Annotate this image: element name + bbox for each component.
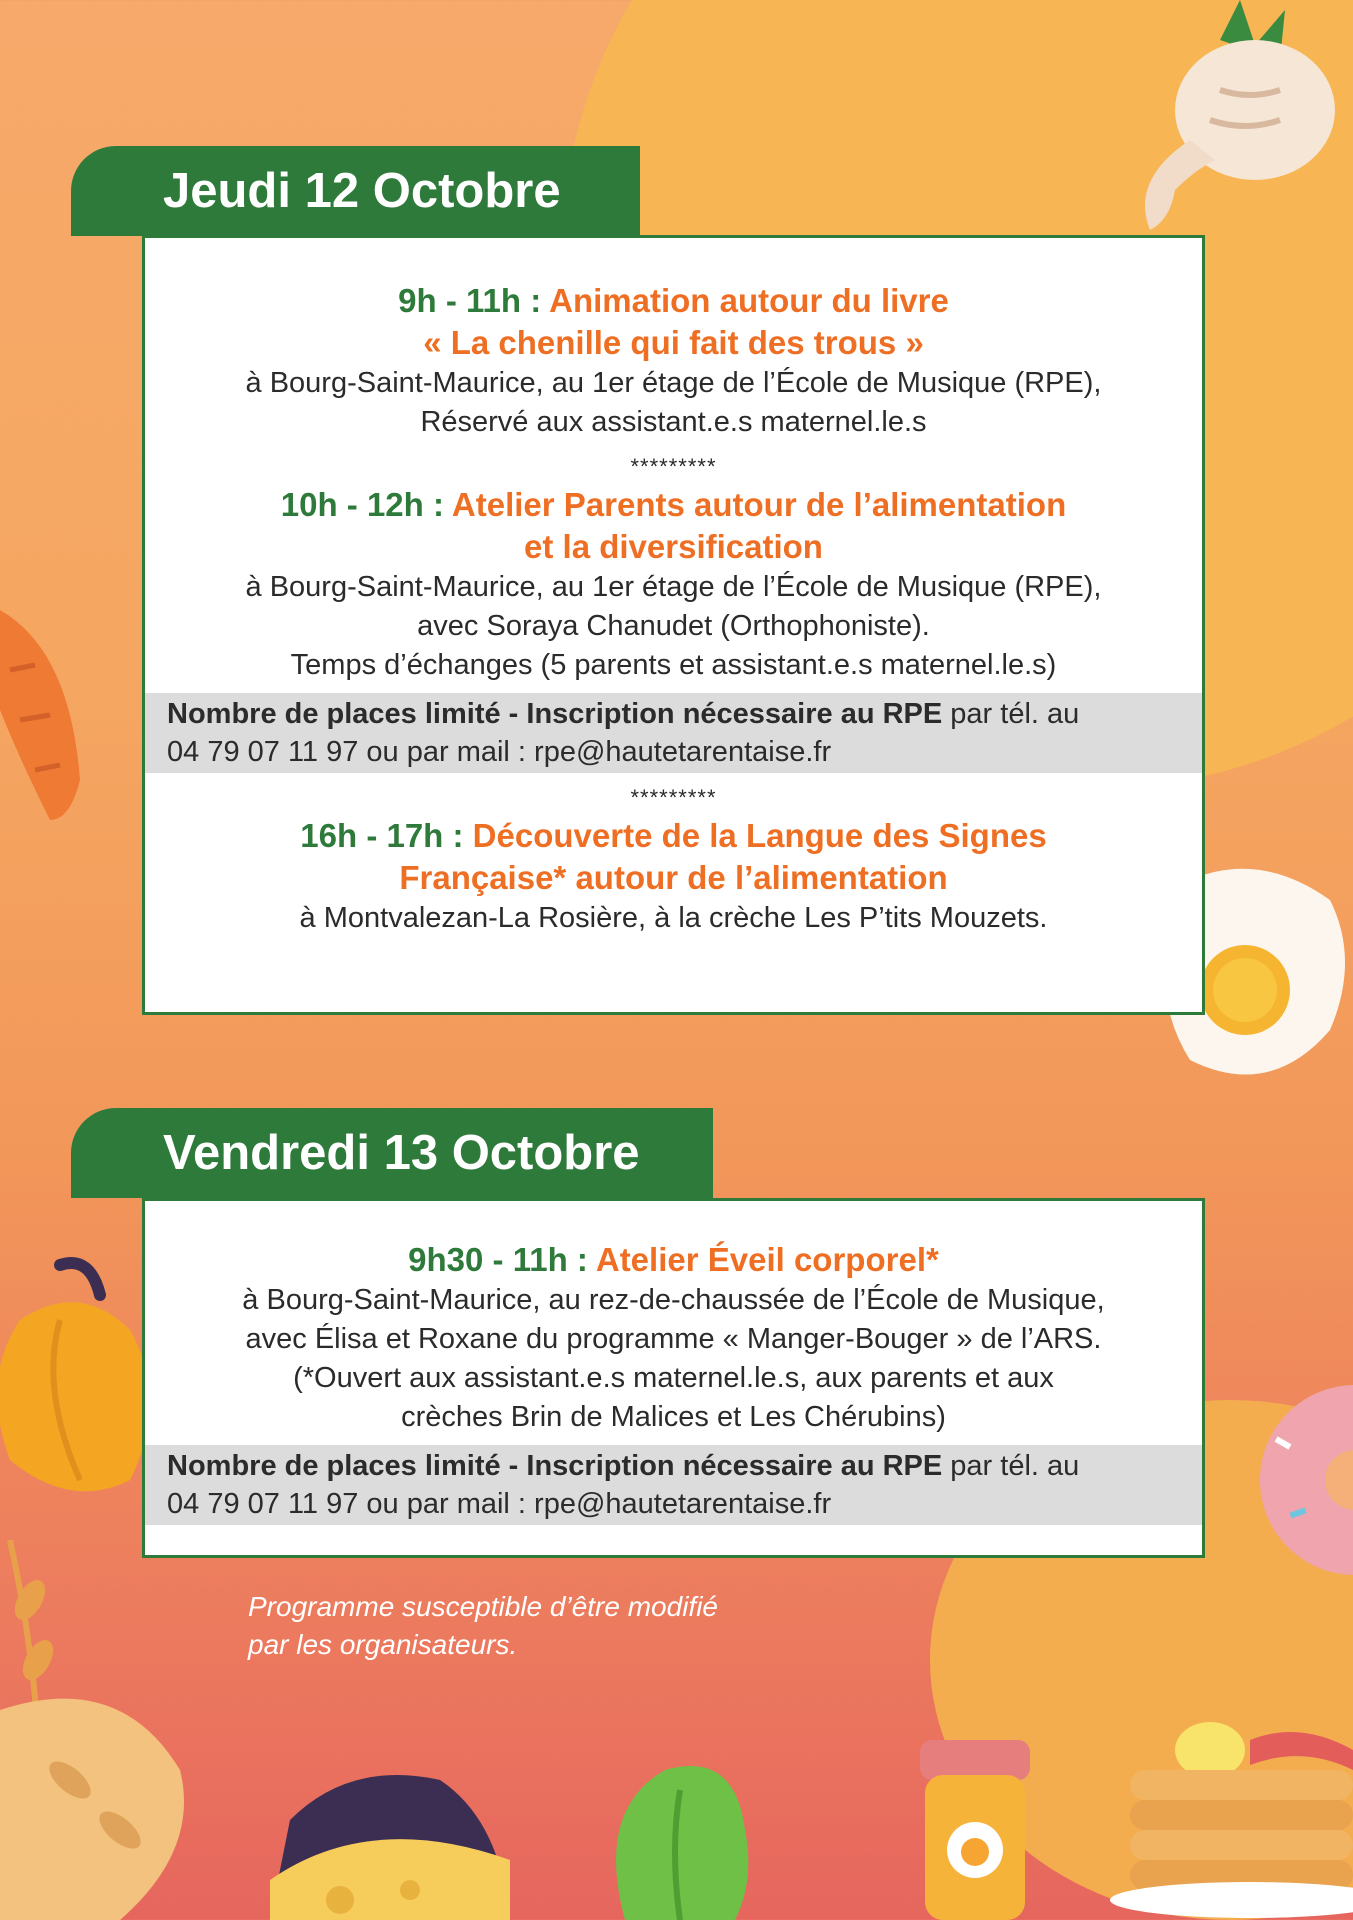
notice-phone-intro: par tél. au [942, 1450, 1080, 1482]
notice-required: Inscription nécessaire au RPE [526, 1450, 943, 1482]
day-title: Jeudi 12 Octobre [163, 164, 561, 218]
programme-footnote [248, 1588, 718, 1664]
event-title [145, 815, 1202, 857]
event-time: 10h - 12h : [280, 486, 444, 523]
event-detail: à Bourg-Saint-Maurice, au rez-de-chaussée de l’École de Musique, [242, 1284, 1105, 1316]
bread-icon [0, 1690, 200, 1920]
separator: ********* [630, 785, 717, 810]
footnote-line: par les organisateurs. [248, 1629, 518, 1660]
event-activity-line2: Française* autour de l’alimentation [399, 859, 948, 896]
event-title [145, 1239, 1202, 1281]
lettuce-icon [605, 1750, 755, 1920]
cheese-icon [260, 1760, 520, 1920]
notice-dash: - [500, 698, 527, 730]
event-detail: à Bourg-Saint-Maurice, au 1er étage de l’École de Musique (RPE), [245, 571, 1102, 603]
event-title [145, 280, 1202, 322]
pepper-icon [0, 1250, 150, 1500]
event-activity: Découverte de la Langue des Signes [472, 817, 1047, 854]
notice-contact: 04 79 07 11 97 ou par mail : rpe@hautetarentaise.fr [167, 1488, 832, 1520]
donut-icon [1245, 1380, 1353, 1580]
event-time: 9h - 11h : [398, 282, 542, 319]
event-detail: avec Soraya Chanudet (Orthophoniste). [417, 610, 930, 642]
notice-limited: Nombre de places limité [167, 698, 501, 730]
day-card-jeudi [142, 235, 1205, 1015]
radish-icon [1070, 0, 1353, 250]
notice-dash: - [500, 1450, 527, 1482]
registration-notice [145, 693, 1202, 773]
notice-phone-intro: par tél. au [942, 698, 1080, 730]
notice-required: Inscription nécessaire au RPE [526, 698, 943, 730]
event-title [145, 484, 1202, 526]
registration-notice [145, 1445, 1202, 1525]
day-title: Vendredi 13 Octobre [163, 1126, 640, 1180]
event-detail: à Montvalezan-La Rosière, à la crèche Les P’tits Mouzets. [299, 902, 1048, 934]
jam-jar-icon [900, 1720, 1050, 1920]
notice-limited: Nombre de places limité [167, 1450, 501, 1482]
event-activity-line2: « La chenille qui fait des trous » [423, 324, 924, 361]
event-detail: (*Ouvert aux assistant.e.s maternel.le.s, aux parents et aux [293, 1362, 1054, 1394]
day-card-vendredi [142, 1198, 1205, 1558]
footnote-line: Programme susceptible d’être modifié [248, 1591, 718, 1622]
event-detail: Réservé aux assistant.e.s maternel.le.s [420, 406, 927, 438]
event-activity: Animation autour du livre [549, 282, 949, 319]
event-activity: Atelier Éveil corporel* [595, 1241, 939, 1278]
event-detail: à Bourg-Saint-Maurice, au 1er étage de l’École de Musique (RPE), [245, 367, 1102, 399]
event-activity: Atelier Parents autour de l’alimentation [451, 486, 1067, 523]
separator: ********* [630, 454, 717, 479]
pancakes-icon [1100, 1690, 1353, 1920]
event-detail: avec Élisa et Roxane du programme « Manger-Bouger » de l’ARS. [245, 1323, 1102, 1355]
carrot-icon [0, 610, 90, 830]
event-activity-line2: et la diversification [524, 528, 823, 565]
day-header-vendredi [71, 1108, 713, 1198]
event-time: 16h - 17h : [300, 817, 464, 854]
day-header-jeudi [71, 146, 640, 236]
event-detail: Temps d’échanges (5 parents et assistant.e.s maternel.le.s) [290, 649, 1057, 681]
event-detail: crèches Brin de Malices et Les Chérubins) [401, 1401, 946, 1433]
event-time: 9h30 - 11h : [408, 1241, 588, 1278]
notice-contact: 04 79 07 11 97 ou par mail : rpe@hautetarentaise.fr [167, 736, 832, 768]
